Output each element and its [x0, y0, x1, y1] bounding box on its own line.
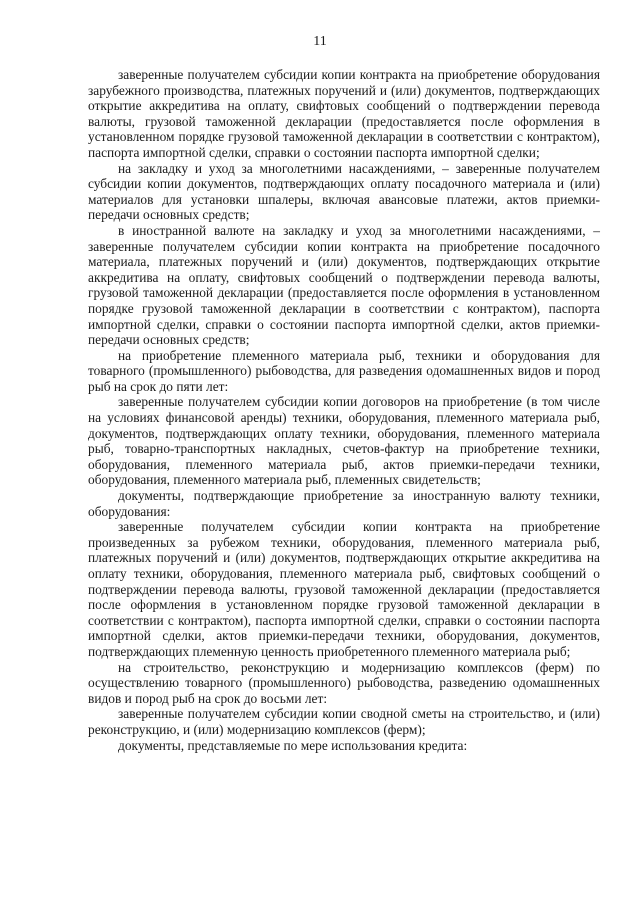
paragraph: в иностранной валюте на закладку и уход за многолетними насаждениями, – заверенные получателем субсидии копии контракта на приобретение посадочного материала, платежных поручений и (или) документов, подтверждающих открытие аккредитива на оплату, свифтовых сообщений о подтверждении перевода валюты, грузовой таможенной декларации (предоставляется после оформления в установленном порядке грузовой таможенной декларации в соответствии с контрактом), паспорта импортной сделки, справки о состоянии паспорта импортной сделки, актов приемки-передачи основных средств;	[88, 222, 600, 348]
paragraph: на закладку и уход за многолетними насаждениями, – заверенные получателем субсидии копии документов, подтверждающих оплату посадочного материала и (или) материалов для установки шпалеры, включая авансовые платежи, актов приемки-передачи основных средств;	[88, 160, 600, 223]
paragraph: документы, подтверждающие приобретение за иностранную валюту техники, оборудования:	[88, 488, 600, 519]
paragraph: заверенные получателем субсидии копии сводной сметы на строительство, и (или) реконструкцию, и (или) модернизацию комплексов (ферм);	[88, 706, 600, 737]
document-body	[88, 67, 600, 753]
paragraph: заверенные получателем субсидии копии контракта на приобретение произведенных за рубежом техники, оборудования, племенного материала рыб, платежных поручений и (или) документов, подтверждающих открытие аккредитива на оплату техники, оборудования, племенного материала рыб, свифтовых сообщений о подтверждении перевода валюты, грузовой таможенной декларации (предоставляется после оформления в установленном порядке грузовой таможенной декларации в соответствии с контрактом), паспорта импортной сделки, справки о состоянии паспорта импортной сделки, актов приемки-передачи техники, оборудования, документов, подтверждающих племенную ценность приобретенного племенного материала рыб;	[88, 519, 600, 659]
paragraph: заверенные получателем субсидии копии договоров на приобретение (в том числе на условиях финансовой аренды) техники, оборудования, племенного материала рыб, документов, подтверждающих оплату техники, оборудования, племенного материала рыб, товарно-транспортных накладных, счетов-фактур на приобретение техники, оборудования, племенного материала рыб, актов приемки-передачи техники, оборудования, племенного материала рыб, племенных свидетельств;	[88, 394, 600, 488]
paragraph: на приобретение племенного материала рыб, техники и оборудования для товарного (промышленного) рыбоводства, для разведения одомашненных видов и пород рыб на срок до пяти лет:	[88, 347, 600, 394]
paragraph: заверенные получателем субсидии копии контракта на приобретение оборудования зарубежного производства, платежных поручений и (или) документов, подтверждающих открытие аккредитива на оплату, свифтовых сообщений о подтверждении перевода валюты, грузовой таможенной декларации (предоставляется после оформления в установленном порядке грузовой таможенной декларации в соответствии с контрактом), паспорта импортной сделки, справки о состоянии паспорта импортной сделки;	[88, 67, 600, 160]
paragraph: на строительство, реконструкцию и модернизацию комплексов (ферм) по осуществлению товарного (промышленного) рыбоводства, разведению одомашненных видов и пород рыб на срок до восьми лет:	[88, 659, 600, 706]
page-number: 11	[313, 34, 327, 49]
paragraph: документы, представляемые по мере использования кредита:	[118, 737, 468, 753]
